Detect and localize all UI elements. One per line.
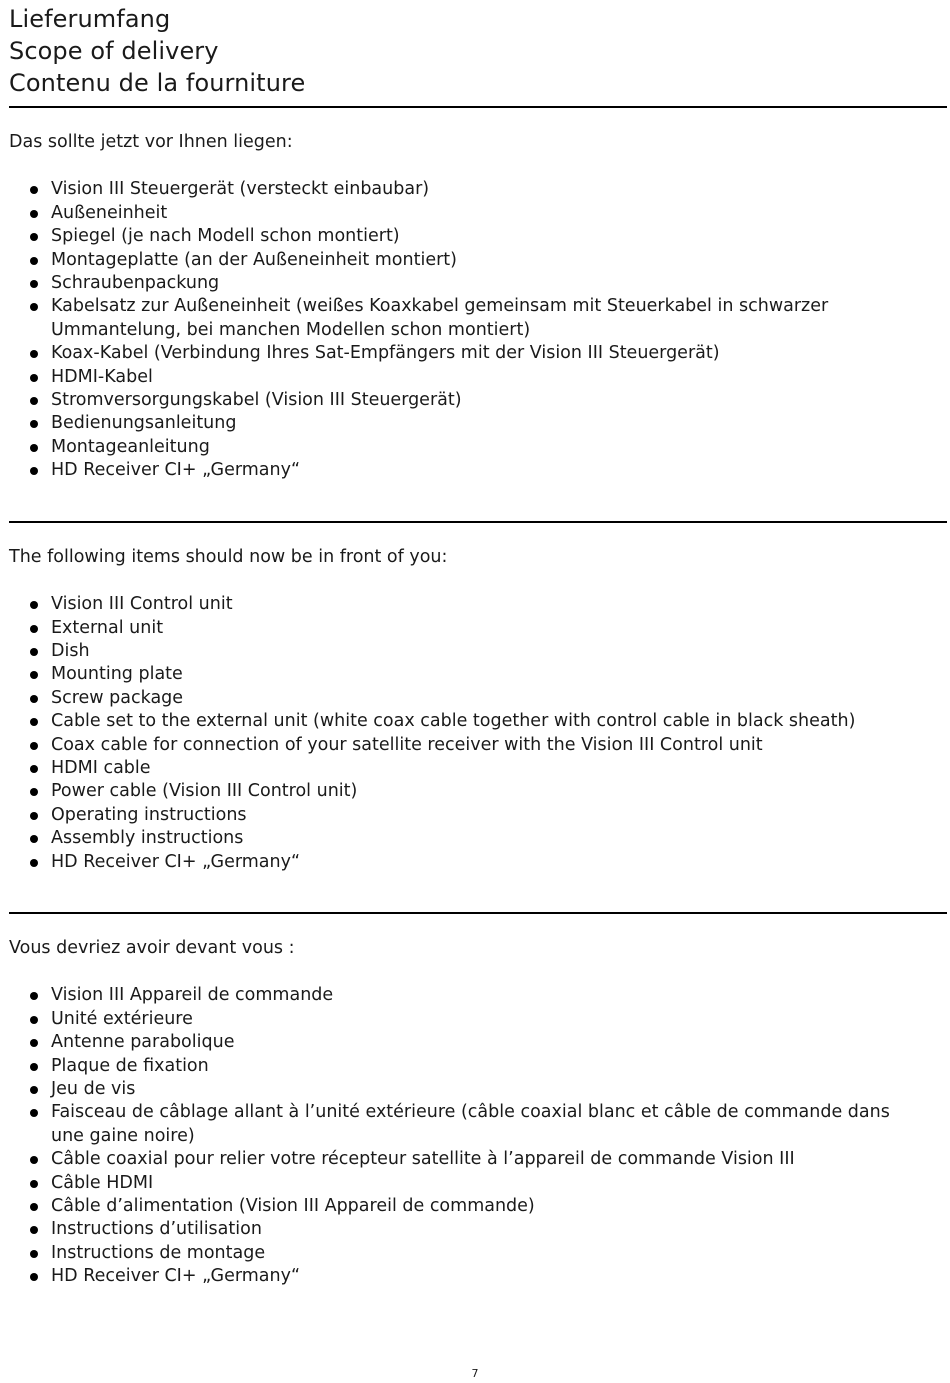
list-item-text: Schraubenpackung [51, 273, 220, 294]
bullet-icon [30, 1086, 38, 1094]
list-item-text: Vision III Control unit [51, 594, 233, 615]
bullet-icon [30, 601, 38, 609]
list-item [9, 640, 911, 663]
bullet-icon [30, 1273, 38, 1281]
list-item [9, 225, 911, 248]
bullet-icon [30, 1226, 38, 1234]
list-item [9, 1148, 911, 1171]
bullet-icon [30, 467, 38, 475]
list-item [9, 295, 911, 342]
list-item-text: Koax-Kabel (Verbindung Ihres Sat-Empfängers mit der Vision III Steuergerät) [51, 343, 720, 364]
section-french [9, 937, 947, 1289]
bullet-icon [30, 765, 38, 773]
delivery-item-list [9, 984, 947, 1288]
list-item [9, 1031, 911, 1054]
list-item-text: Power cable (Vision III Control unit) [51, 781, 358, 802]
list-item [9, 272, 911, 295]
title-divider [9, 106, 947, 108]
list-item [9, 178, 911, 201]
bullet-icon [30, 1016, 38, 1024]
list-item [9, 1078, 911, 1101]
bullet-icon [30, 1039, 38, 1047]
bullet-icon [30, 257, 38, 265]
bullet-icon [30, 788, 38, 796]
section-divider [9, 912, 947, 914]
list-item [9, 1218, 911, 1241]
page-title-english: Scope of delivery [9, 37, 219, 65]
list-item-text: Assembly instructions [51, 828, 244, 849]
list-item-text: Montageanleitung [51, 436, 210, 457]
list-item [9, 1265, 911, 1288]
bullet-icon [30, 444, 38, 452]
bullet-icon [30, 718, 38, 726]
list-item [9, 389, 911, 412]
list-item-text: HDMI-Kabel [51, 366, 153, 387]
list-item-text: Vision III Steuergerät (versteckt einbaubar) [51, 179, 430, 200]
section-intro: Vous devriez avoir devant vous : [9, 937, 295, 958]
list-item-text: Jeu de vis [51, 1079, 136, 1099]
list-item [9, 593, 911, 616]
bullet-icon [30, 1109, 38, 1117]
list-item-text: Montageplatte (an der Außeneinheit montiert) [51, 249, 457, 270]
page-title-french: Contenu de la fourniture [9, 69, 306, 97]
bullet-icon [30, 210, 38, 218]
section-german [9, 131, 947, 483]
list-item [9, 1055, 911, 1078]
list-item-text: Dish [51, 640, 90, 661]
list-item [9, 804, 911, 827]
list-item-text: Câble HDMI [51, 1172, 154, 1193]
bullet-icon [30, 625, 38, 633]
list-item [9, 757, 911, 780]
section-intro: The following items should now be in front of you: [9, 546, 448, 567]
list-item-text: Câble d’alimentation (Vision III Appareil de commande) [51, 1196, 535, 1217]
delivery-item-list [9, 178, 947, 482]
list-item-text: Vision III Appareil de commande [51, 985, 334, 1006]
list-item-text: Bedienungsanleitung [51, 413, 237, 434]
list-item-text: HD Receiver CI+ „Germany“ [51, 1266, 301, 1287]
section-intro: Das sollte jetzt vor Ihnen liegen: [9, 132, 293, 152]
list-item [9, 663, 911, 686]
bullet-icon [30, 812, 38, 820]
bullet-icon [30, 1250, 38, 1258]
list-item-text: HD Receiver CI+ „Germany“ [51, 851, 301, 872]
list-item-text: Coax cable for connection of your satellite receiver with the Vision III Control unit [51, 734, 763, 755]
list-item [9, 617, 911, 640]
bullet-icon [30, 742, 38, 750]
list-item [9, 851, 911, 874]
list-item-text: Screw package [51, 687, 184, 708]
list-item [9, 342, 911, 365]
section-english [9, 546, 947, 874]
list-item [9, 459, 911, 482]
list-item [9, 734, 911, 757]
bullet-icon [30, 420, 38, 428]
list-item-text: Plaque de fixation [51, 1055, 209, 1076]
bullet-icon [30, 374, 38, 382]
list-item-text: HDMI cable [51, 757, 151, 778]
bullet-icon [30, 397, 38, 405]
list-item-text: Instructions d’utilisation [51, 1219, 262, 1240]
page-title-german: Lieferumfang [9, 5, 171, 33]
bullet-icon [30, 992, 38, 1000]
bullet-icon [30, 1156, 38, 1164]
list-item [9, 1101, 911, 1148]
bullet-icon [30, 1180, 38, 1188]
list-item-text: Spiegel (je nach Modell schon montiert) [51, 226, 400, 247]
bullet-icon [30, 350, 38, 358]
list-item-text: HD Receiver CI+ „Germany“ [51, 460, 301, 481]
list-item [9, 1172, 911, 1195]
list-item [9, 984, 911, 1007]
bullet-icon [30, 1203, 38, 1211]
bullet-icon [30, 835, 38, 843]
list-item-text: Instructions de montage [51, 1242, 266, 1263]
bullet-icon [30, 648, 38, 656]
section-divider [9, 521, 947, 523]
list-item-text: Faisceau de câblage allant à l’unité extérieure (câble coaxial blanc et câble de commande dans une gaine noire) [51, 1102, 890, 1146]
list-item-text: Antenne parabolique [51, 1032, 235, 1053]
list-item-text: Câble coaxial pour relier votre récepteur satellite à l’appareil de commande Vision III [51, 1149, 795, 1170]
bullet-icon [30, 695, 38, 703]
bullet-icon [30, 671, 38, 679]
list-item [9, 827, 911, 850]
list-item-text: Cable set to the external unit (white coax cable together with control cable in black sheath) [51, 711, 856, 732]
list-item [9, 780, 911, 803]
list-item-text: Mounting plate [51, 664, 183, 685]
list-item-text: Außeneinheit [51, 202, 168, 223]
list-item [9, 710, 911, 733]
list-item [9, 1008, 911, 1031]
list-item-text: Unité extérieure [51, 1008, 193, 1029]
list-item [9, 1195, 911, 1218]
list-item-text: Operating instructions [51, 804, 247, 825]
page-number: 7 [471, 1367, 479, 1380]
list-item-text: Kabelsatz zur Außeneinheit (weißes Koaxkabel gemeinsam mit Steuerkabel in schwarzer Ummantelung, bei manchen Modellen schon montiert) [51, 296, 829, 340]
list-item [9, 436, 911, 459]
list-item [9, 1242, 911, 1265]
bullet-icon [30, 186, 38, 194]
list-item-text: Stromversorgungskabel (Vision III Steuergerät) [51, 390, 462, 411]
bullet-icon [30, 233, 38, 241]
bullet-icon [30, 303, 38, 311]
list-item [9, 249, 911, 272]
list-item [9, 687, 911, 710]
bullet-icon [30, 280, 38, 288]
list-item [9, 366, 911, 389]
document-page [9, 0, 947, 1289]
bullet-icon [30, 1063, 38, 1071]
list-item-text: External unit [51, 617, 164, 638]
list-item [9, 412, 911, 435]
delivery-item-list [9, 593, 947, 874]
bullet-icon [30, 859, 38, 867]
list-item [9, 202, 911, 225]
page-title-block [9, 3, 947, 99]
